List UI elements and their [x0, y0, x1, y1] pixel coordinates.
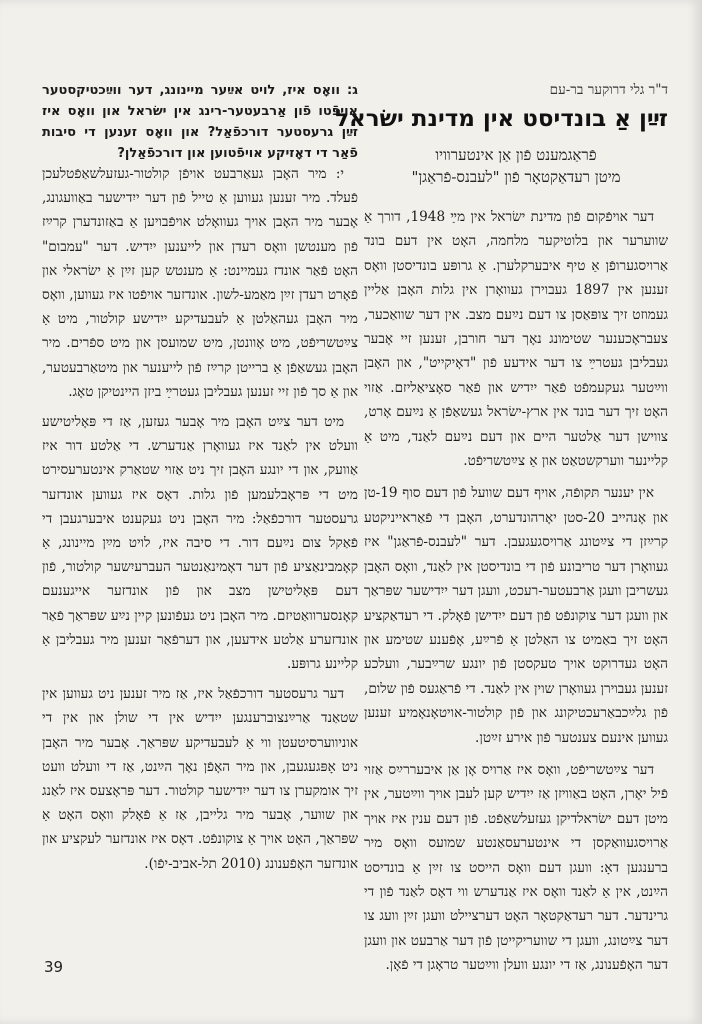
- left-column-body: [42, 162, 358, 934]
- body-paragraph: אין יענער תּקופֿה, אויף דעם שוועל פֿון דעם סוף 19-טן און אָנהייב 20-סטן יאָרהונדערט, האָבן די פֿאַראייניקטע קרײַזן די צײַטונג אַרויסגעגעבן. דער "לעבנס-פֿראַגן" איז געוואָרן דער טריבונע פֿון די בונדיסטן אין לאַנד, וואָס האָבן געשריבן וועגן אַרבעטער-רעכט, וועגן דער ייִדישער שפּראַך און וועגן דער צוקונפֿט פֿון דעם ייִדישן פֿאָלק. די רעדאַקציע האָט זיך באַמיט צו האַלטן אַ פֿרײַע, אָפֿענע שטימע און האָט געדרוקט אויך טעקסטן פֿון יונגע שרײַבער, וועלכע זענען געבוירן געוואָרן שוין אין לאַנד. די פֿראַגעס פֿון שלום, פֿון גלײַכבאַרעכטיקונג און פֿון קולטור-אויטאָנאָמיע זענען געווען אינעם צענטער פֿון אירע זײַטן.: [364, 485, 668, 746]
- answer-paragraph: דער גרעסטער דורכפֿאַל איז, אַז מיר זענען ניט געווען אין שטאַנד אַרײַנצוברענגען ייִדיש אין די שולן און אין די אוניווערסיטעטן ווי אַ לעבעדיקע שפּראַך. אָבער מיר האָבן ניט אָפּגעגעבן, און מיר האָפֿן נאָך הײַנט, אַז די וועלט וועט זיך אומקערן צו דער ייִדישער קולטור. דער פּראָצעס איז לאַנג און שווער, אָבער מיר גלייבן, אַז אַ פֿאָלק וואָס האָט אַ שפּראַך, האָט אויך אַ צוקונפֿט. דאָס איז אונדזער לעקציע און אונדזער האָפֿענונג (2010 תל-אביב-יפֿו).: [42, 686, 358, 872]
- answer-paragraph: י: מיר האָבן געאַרבעט אויפֿן קולטור-געזעלשאַפֿטלעכן פֿעלד. מיר זענען געווען אַ טייל פֿון דער ייִדישער באַוועגונג, אָבער מיר האָבן אויך געוואָלט אויפֿבויען אַ באַזונדערן קרײַז פֿון מענטשן וואָס רעדן און לייענען ייִדיש. דער "עמבום" האָט פֿאַר אונדז געמיינט: אַ מענטש קען זײַן אַ ישׂראלי און פֿאָרט רעדן זײַן מאַמע-לשון. אונדזער אויפֿטו איז געווען, וואָס מיר האָבן געהאַלטן אַ לעבעדיקע ייִדישע קולטור, מיט אַ צײַטשריפֿט, מיט אָוונטן, מיט שמועסן און מיט ספֿרים. מיר האָבן געשאַפֿן אַ ברייטן קרײַז פֿון לייענער און מיטאַרבעטער, און אַ סך פֿון זיי זענען געבליבן געטרײַ ביזן היינטיקן טאָג.: [42, 166, 358, 400]
- article-subtitle-line-1: פֿראַגמענט פֿון אַן אינטערוויו: [435, 146, 597, 164]
- author-byline: ד"ר גלי דרוקער בר-עם: [549, 82, 668, 98]
- article-subtitle-line-2: מיטן רעדאַקטאָר פֿון "לעבנס-פֿראַגן": [411, 168, 621, 186]
- page-number: 39: [44, 958, 64, 976]
- left-column: [42, 0, 358, 1024]
- right-column-body: [364, 205, 668, 974]
- body-paragraph: דער צײַטשריפֿט, וואָס איז אַרויס אָן אַן איבעררײַס אַזוי פֿיל יאָרן, האָט באַוויזן אַז ייִדיש קען לעבן אויך ווײַטער, אין מיטן דעם ישׂראלדיקן געזעלשאַפֿט. פֿון דעם ענין איז אויך אַרויסגעוואַקסן די אינטערעסאַנטע שמועס וואָס מיר ברענגען דאָ: וועגן דעם וואָס הייסט צו זײַן אַ בונדיסט הײַנט, אין אַ לאַנד וואָס איז אַנדערש ווי דאָס לאַנד פֿון די גרינדער. דער רעדאַקטאָר האָט דערציילט וועגן זײַן וועג צו דער צײַטונג, וועגן די שוועריקייטן פֿון דער אַרבעט און וועגן דער האָפֿענונג, אַז די יונגע וועלן ווײַטער טראָגן די פֿאָן.: [364, 761, 668, 974]
- interview-question: ג: וואָס איז, לויט אײַער מיינונג, דער ווײַכטיקסטער אויפֿטו פֿון אַרבעטער-רינג אין ישׂראל און וואָס איז זײַן גרעסטער דורכפֿאַל? און וואָס זענען די סיבות פֿאַר די דאָזיקע אויפֿטוען און דורכפֿאַלן?: [42, 83, 358, 161]
- article-title: זײַן אַ בונדיסט אין מדינת ישׂראל: [335, 106, 668, 132]
- right-column: [335, 0, 668, 1024]
- answer-paragraph: מיט דער צײַט האָבן מיר אָבער געזען, אַז די פּאָליטישע וועלט אין לאַנד איז געוואָרן אַנדערש. די אַלטע דור איז אַוועק, און די יונגע האָבן זיך ניט אַזוי שטאַרק אינטערעסירט מיט די פּראָבלעמען פֿון גלות. דאָס איז געווען אונדזער גרעסטער דורכפֿאַל: מיר האָבן ניט געקענט איבערגעבן די פֿאַקל צום נײַעם דור. די סיבה איז, לויט מײַן מיינונג, אַ קאָמבינאַציע פֿון דער דאָמינאַנטער העברעיִשער קולטור, פֿון דעם פּאָליטישן מצב און פֿון אונדזער אייגענעם קאָנסערוואַטיזם. מיר האָבן ניט געפֿונען קיין נײַע שפּראַך פֿאַר אונדזערע אַלטע אידעען, און דערפֿאַר זענען מיר געבליבן אַ קליינע גרופּע.: [41, 414, 358, 673]
- body-paragraph: דער אויפֿקום פֿון מדינת ישׂראל אין מײַ 1948, דורך אַ שווערער און בלוטיקער מלחמה, האָט אין דעם בונד אַרויסגערופֿן אַ טיף איבערקלערן. אַ גרופּע בונדיסטן וואָס זענען אין 1897 געבוירן געוואָרן אין גלות האָבן אַליין געמוזט זיך צופּאַסן צו דעם נײַעם מצב. אין דער שוואַכער, צעבראָכענער שטימונג נאָך דער חורבן, זענען זיי אָבער געבליבן געטרײַ צו דער אידעע פֿון "דאָיקייט", און האָבן ווײַטער געקעמפֿט פֿאַר ייִדיש און פֿאַר סאָציאַליזם. אַזוי האָט זיך דער בונד אין ארץ-ישׂראל געשאַפֿן אַ נײַעם אָרט, צווישן דער אַלטער היים און דעם נײַעם לאַנד, מיט אַ קליינער ווערקשטאַט און אַ צײַטשריפֿט.: [364, 209, 668, 470]
